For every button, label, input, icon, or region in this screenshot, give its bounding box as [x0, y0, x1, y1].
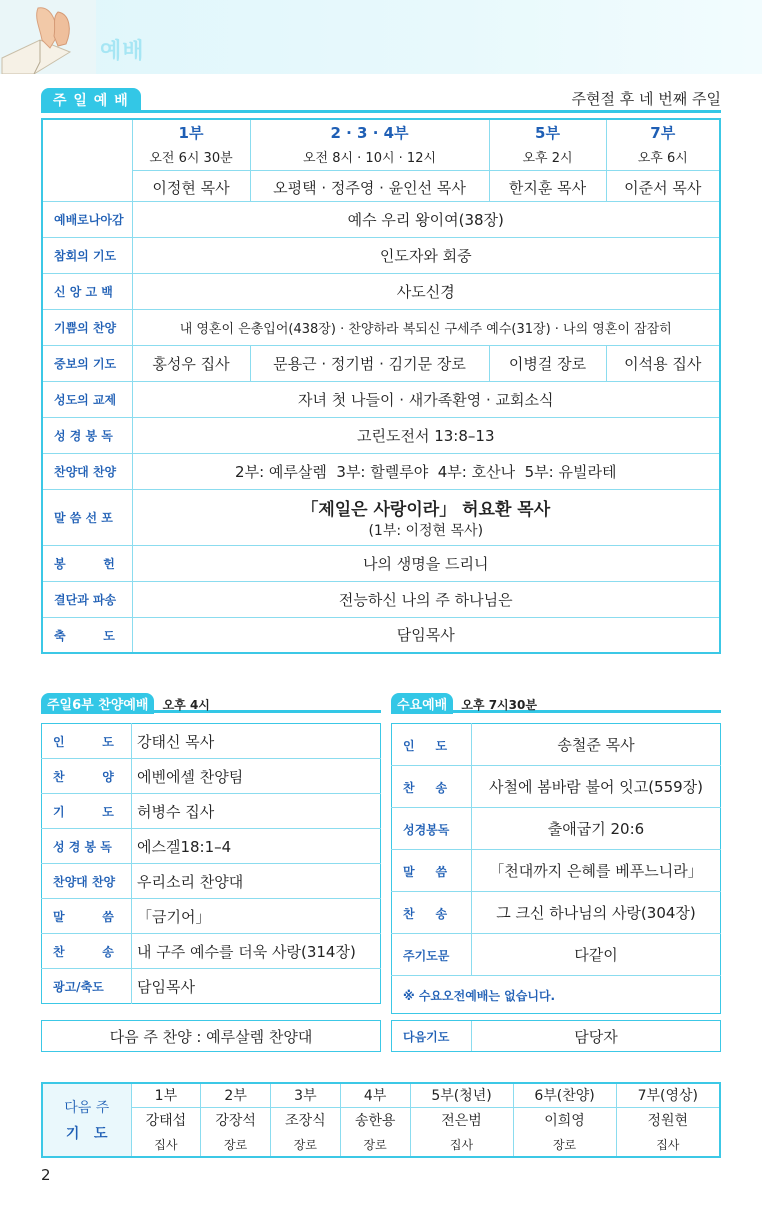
wednesday-row [392, 934, 721, 976]
prayer-part: 4부 [340, 1083, 410, 1107]
service-time: 오전 8시 · 10시 · 12시 [251, 147, 489, 171]
praise-service-tagbar [41, 693, 381, 713]
service-preacher: 이준서 목사 [624, 179, 702, 198]
praise-label: 성 경 봉 독 [53, 840, 112, 854]
order-value: 고린도전서 13:8–13 [132, 417, 720, 453]
order-row [42, 453, 720, 489]
wednesday-service-table [391, 723, 721, 1014]
order-label: 기쁨의 찬양 [54, 321, 117, 335]
next-prayer-wednesday [391, 1020, 721, 1052]
service-time: 오후 2시 [490, 147, 606, 171]
prayer-name: 강장석 [201, 1107, 271, 1133]
wednesday-service-tagbar [391, 693, 721, 713]
order-value: 이석용 집사 [606, 345, 720, 381]
service-2-3-4-cell [250, 119, 489, 201]
wednesday-label: 찬 송 [403, 780, 448, 795]
order-label: 성도의 교제 [54, 393, 117, 407]
prayer-title: 집사 [410, 1133, 513, 1157]
prayer-title: 집사 [616, 1133, 720, 1157]
order-value: 인도자와 회중 [132, 237, 720, 273]
prayer-title: 집사 [131, 1133, 201, 1157]
prayer-part: 2부 [201, 1083, 271, 1107]
order-row [42, 345, 720, 381]
praise-row [42, 724, 381, 759]
wednesday-label: 인 도 [403, 738, 448, 753]
prayer-title: 장로 [513, 1133, 616, 1157]
praise-value: 에스겔18:1–4 [132, 829, 381, 864]
next-week-praise [41, 1020, 381, 1052]
wednesday-label: 찬 송 [403, 906, 448, 921]
prayer-title: 장로 [271, 1133, 341, 1157]
order-label: 결단과 파송 [54, 593, 117, 607]
wednesday-value: 그 크신 하나님의 사랑(304장) [472, 892, 721, 934]
sermon-title: 「제일은 사랑이라」 허요환 목사 [301, 499, 551, 520]
service-name: 2 · 3 · 4부 [330, 124, 409, 143]
order-value: 문용근 · 정기범 · 김기문 장로 [250, 345, 489, 381]
order-row [42, 545, 720, 581]
wednesday-service-time: 오후 7시30분 [461, 698, 537, 712]
praise-service-table [41, 723, 381, 1004]
prayer-part: 3부 [271, 1083, 341, 1107]
praise-label: 광고/축도 [53, 980, 104, 994]
prayer-name: 강태섭 [131, 1107, 201, 1133]
service-5-cell [489, 119, 606, 201]
order-value: 홍성우 집사 [132, 345, 250, 381]
service-time: 오전 6시 30분 [133, 147, 250, 171]
prayer-part: 7부(영상) [616, 1083, 720, 1107]
praise-service-tag: 주일6부 찬양예배 [41, 693, 154, 714]
blank-corner-cell [42, 119, 132, 201]
service-name: 5부 [535, 124, 560, 143]
order-row [42, 309, 720, 345]
order-row [42, 237, 720, 273]
prayer-part-row [42, 1083, 720, 1107]
next-week-praise-text: 다음 주 찬양 : 예루살렘 찬양대 [109, 1027, 313, 1046]
praise-label: 찬양대 찬양 [53, 875, 116, 889]
praise-row [42, 969, 381, 1004]
next-prayer-value: 담당자 [574, 1027, 618, 1046]
praise-label: 찬 양 [53, 770, 114, 784]
order-value: 이병걸 장로 [489, 345, 606, 381]
prayer-name-row [42, 1107, 720, 1133]
wednesday-label: 성경봉독 [403, 822, 450, 837]
order-row [42, 273, 720, 309]
prayer-part: 5부(청년) [410, 1083, 513, 1107]
order-label: 찬양대 찬양 [54, 465, 117, 479]
service-preacher: 한지훈 목사 [508, 179, 587, 198]
order-row [42, 201, 720, 237]
wednesday-value: 출애굽기 20:6 [472, 808, 721, 850]
praise-label: 찬 송 [53, 945, 114, 959]
service-header-row [42, 119, 720, 201]
praise-row [42, 829, 381, 864]
header-title: 예배 [100, 39, 145, 64]
sunday-service-table [41, 118, 721, 654]
wednesday-row [392, 850, 721, 892]
praise-label: 인 도 [53, 735, 114, 749]
prayer-name: 정원현 [616, 1107, 720, 1133]
wednesday-row [392, 766, 721, 808]
order-label: 말 씀 선 포 [54, 511, 113, 525]
next-week-label: 다음 주 [64, 1100, 110, 1116]
wednesday-value: 송철준 목사 [472, 724, 721, 766]
wednesday-note: ※ 수요오전예배는 없습니다. [403, 988, 556, 1003]
praying-hands-image [0, 0, 96, 74]
prayer-part: 1부 [131, 1083, 201, 1107]
wednesday-row [392, 892, 721, 934]
prayer-name: 조장식 [271, 1107, 341, 1133]
order-label: 예배로나아감 [54, 213, 124, 227]
order-row [42, 417, 720, 453]
order-value: 자녀 첫 나들이 · 새가족환영 · 교회소식 [132, 381, 720, 417]
praise-value: 「금기어」 [132, 899, 381, 934]
praise-label: 말 씀 [53, 910, 114, 924]
liturgical-season: 주현절 후 네 번째 주일 [571, 90, 721, 108]
order-row [42, 381, 720, 417]
wednesday-row [392, 808, 721, 850]
prayer-title: 장로 [340, 1133, 410, 1157]
service-time: 오후 6시 [607, 147, 720, 171]
order-value: 전능하신 나의 주 하나님은 [132, 581, 720, 617]
wednesday-value: 사철에 봄바람 불어 잇고(559장) [472, 766, 721, 808]
service-1-cell [132, 119, 250, 201]
wednesday-label: 주기도문 [403, 948, 450, 963]
next-prayer-label: 다음기도 [392, 1021, 472, 1051]
praise-row [42, 934, 381, 969]
service-name: 7부 [650, 124, 676, 143]
next-week-prayer-label-cell [42, 1083, 131, 1157]
service-preacher: 오평택 · 정주영 · 윤인선 목사 [273, 179, 466, 198]
wednesday-value: 「천대까지 은혜를 베푸느니라」 [472, 850, 721, 892]
prayer-name: 이희영 [513, 1107, 616, 1133]
prayer-title: 장로 [201, 1133, 271, 1157]
order-row [42, 617, 720, 653]
praise-value: 허병수 집사 [132, 794, 381, 829]
order-value: 담임목사 [132, 617, 720, 653]
praise-value: 담임목사 [137, 977, 195, 996]
prayer-part: 6부(찬양) [513, 1083, 616, 1107]
praise-value: 우리소리 찬양대 [132, 864, 381, 899]
order-label: 축 도 [54, 628, 115, 643]
praise-row [42, 794, 381, 829]
service-preacher: 이정현 목사 [152, 179, 230, 198]
praise-service-time: 오후 4시 [162, 698, 210, 712]
praise-value: 내 구주 예수를 더욱 사랑(314장) [132, 934, 381, 969]
order-row [42, 489, 720, 545]
order-label: 성 경 봉 독 [54, 429, 113, 443]
service-name: 1부 [178, 124, 204, 143]
page-number: 2 [41, 1166, 51, 1184]
order-value: 사도신경 [132, 273, 720, 309]
order-label: 참회의 기도 [54, 249, 117, 263]
page-header [0, 0, 762, 74]
praise-value: 에벤에셀 찬양팀 [132, 759, 381, 794]
order-label: 중보의 기도 [54, 357, 117, 371]
praise-value: 강태신 목사 [132, 724, 381, 759]
praise-label: 기 도 [53, 805, 114, 819]
sunday-service-tag: 주 일 예 배 [41, 88, 141, 112]
praise-row [42, 759, 381, 794]
prayer-name: 전은범 [410, 1107, 513, 1133]
praise-row [42, 864, 381, 899]
order-label: 봉 헌 [54, 557, 115, 571]
sermon-sub: (1부: 이정현 목사) [368, 522, 484, 539]
order-label: 신 앙 고 백 [54, 285, 113, 299]
wednesday-note-row [392, 976, 721, 1014]
wednesday-label: 말 씀 [403, 864, 448, 879]
order-value: 나의 생명을 드리니 [132, 545, 720, 581]
praise-row [42, 899, 381, 934]
order-value: 예수 우리 왕이여(38장) [132, 201, 720, 237]
service-7-cell [606, 119, 720, 201]
prayer-title-row [42, 1133, 720, 1157]
wednesday-service-tag: 수요예배 [391, 693, 453, 714]
sunday-service-tagbar [41, 88, 721, 113]
order-value: 2부: 예루살렘 3부: 할렐루야 4부: 호산나 5부: 유빌라테 [132, 453, 720, 489]
wednesday-row [392, 724, 721, 766]
prayer-label: 기 도 [65, 1126, 108, 1142]
next-week-prayer-table [41, 1082, 721, 1158]
order-row [42, 581, 720, 617]
prayer-name: 송한용 [340, 1107, 410, 1133]
order-value: 내 영혼이 은총입어(438장) · 찬양하라 복되신 구세주 예수(31장) · 나의 영혼이 잠잠히 [132, 309, 720, 345]
wednesday-value: 다같이 [472, 934, 721, 976]
